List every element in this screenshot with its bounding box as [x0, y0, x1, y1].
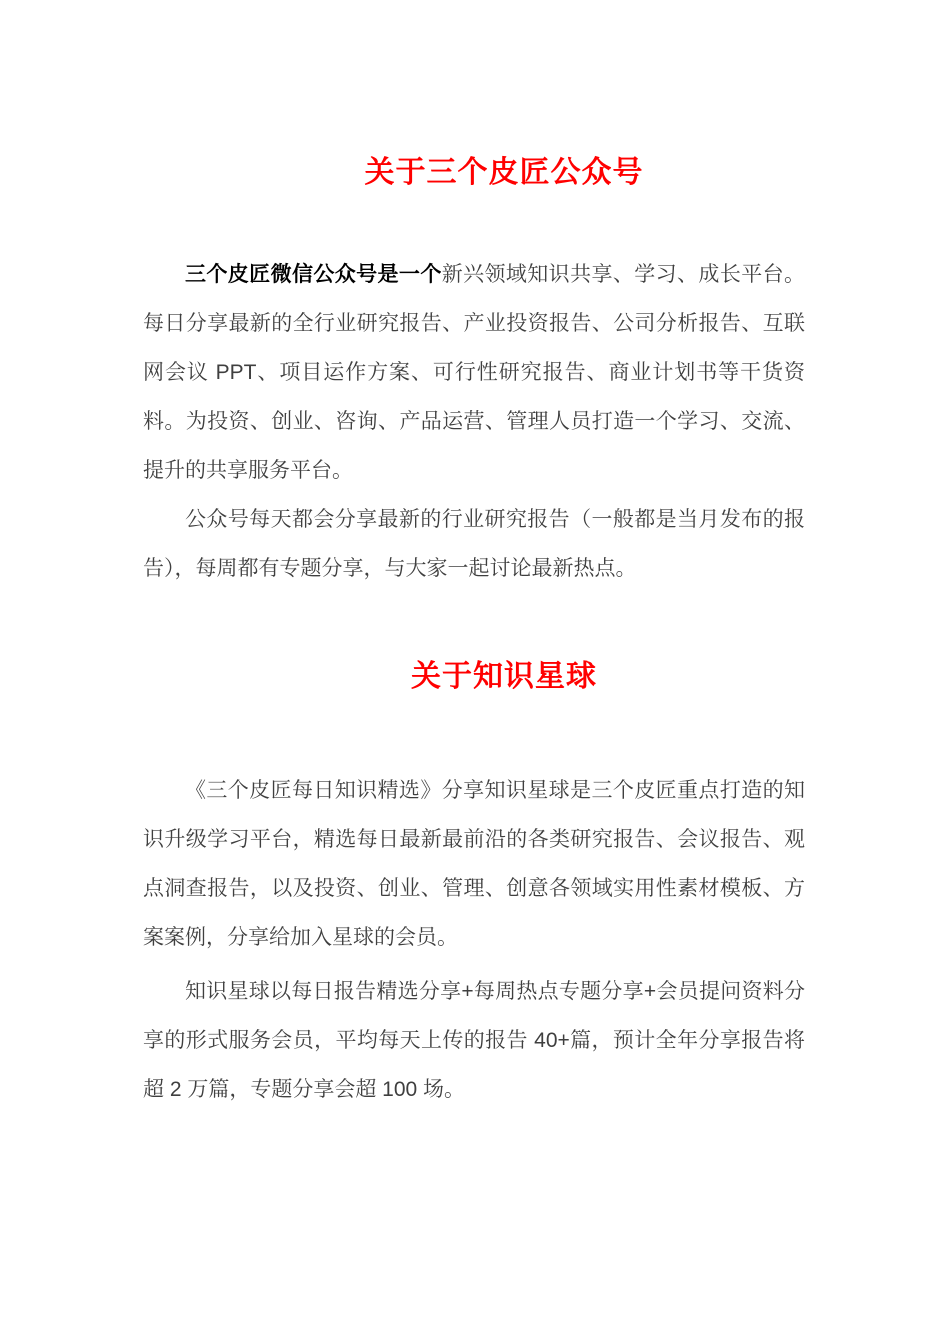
paragraph-text: 《三个皮匠每日知识精选》分享知识星球是三个皮匠重点打造的知识升级学习平台，精选每日最新最前沿的各类研究报告、会议报告、观点洞查报告，以及投资、创业、管理、创意各领域实用性素材模板、方案案例，分享给加入星球的会员。 [143, 779, 805, 949]
paragraph-text: 知识星球以每日报告精选分享+每周热点专题分享+会员提问资料分享的形式服务会员，平均每天上传的报告 40+篇，预计全年分享报告将超 2 万篇，专题分享会超 100 场。 [143, 980, 805, 1101]
paragraph-planet-intro [143, 766, 805, 962]
paragraph-intro-platform [143, 250, 805, 495]
section-title-zhishixingqiu: 关于知识星球 [411, 660, 597, 693]
paragraph-planet-service [143, 967, 805, 1114]
section-about-zhishixingqiu [143, 659, 805, 1114]
paragraph-daily-share [143, 495, 805, 593]
section-about-gongzhonghao [143, 155, 805, 593]
paragraph-text: 公众号每天都会分享最新的行业研究报告（一般都是当月发布的报告），每周都有专题分享，与大家一起讨论最新热点。 [143, 508, 805, 580]
paragraph-text: 新兴领域知识共享、学习、成长平台。每日分享最新的全行业研究报告、产业投资报告、公司分析报告、互联网会议 PPT、项目运作方案、可行性研究报告、商业计划书等干货资料。为投资、创业、咨询、产品运营、管理人员打造一个学习、交流、提升的共享服务平台。 [143, 263, 806, 482]
bold-lead-text: 三个皮匠微信公众号是一个 [185, 263, 442, 286]
section-title-gongzhonghao: 关于三个皮匠公众号 [364, 156, 644, 189]
